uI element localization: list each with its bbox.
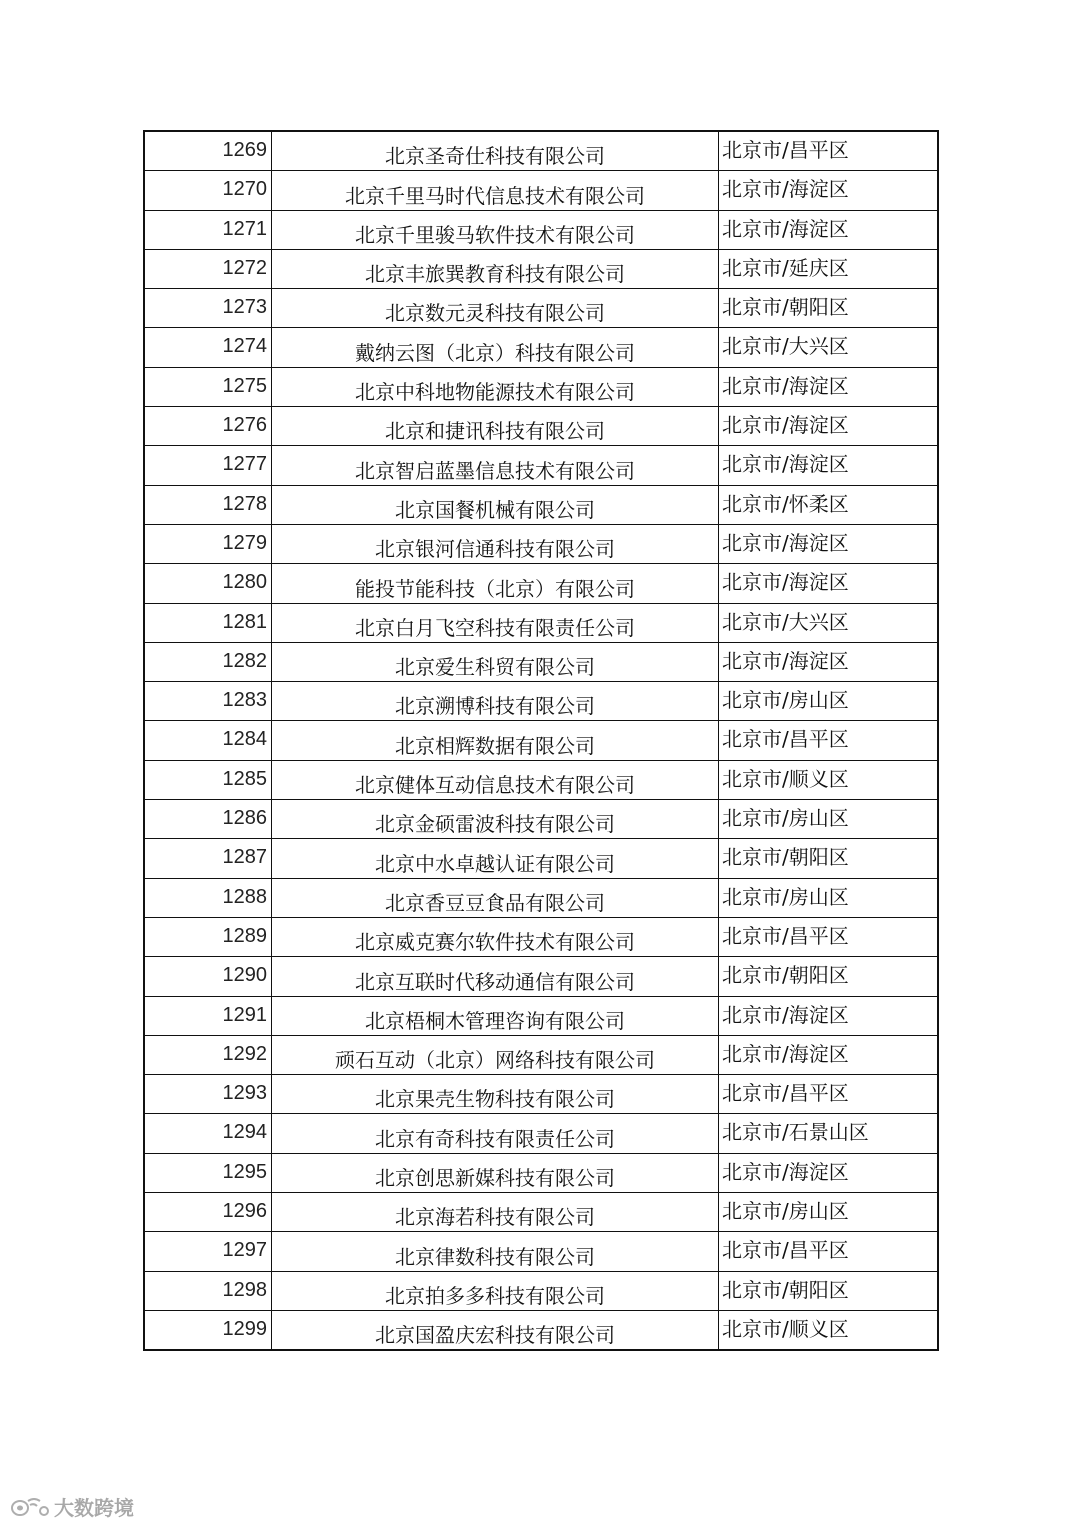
table-row [144, 996, 938, 1035]
company-name: 北京威克赛尔软件技术有限公司 [272, 917, 719, 956]
company-name: 北京海若科技有限公司 [272, 1193, 719, 1232]
company-location: 北京市/昌平区 [719, 1075, 939, 1114]
company-name: 北京千里骏马软件技术有限公司 [272, 210, 719, 249]
row-number: 1279 [144, 524, 272, 563]
row-number: 1292 [144, 1035, 272, 1074]
company-location: 北京市/海淀区 [719, 210, 939, 249]
table-row [144, 1075, 938, 1114]
row-number: 1286 [144, 800, 272, 839]
row-number: 1275 [144, 367, 272, 406]
table-row [144, 1114, 938, 1153]
table-row [144, 367, 938, 406]
row-number: 1290 [144, 957, 272, 996]
table-row [144, 1193, 938, 1232]
row-number: 1282 [144, 642, 272, 681]
table-row [144, 603, 938, 642]
row-number: 1284 [144, 721, 272, 760]
company-name: 北京溯博科技有限公司 [272, 682, 719, 721]
table-row [144, 760, 938, 799]
company-location: 北京市/海淀区 [719, 996, 939, 1035]
company-location: 北京市/房山区 [719, 878, 939, 917]
company-location: 北京市/海淀区 [719, 407, 939, 446]
company-location: 北京市/海淀区 [719, 1035, 939, 1074]
row-number: 1299 [144, 1310, 272, 1350]
table-row [144, 642, 938, 681]
company-location: 北京市/大兴区 [719, 603, 939, 642]
company-location: 北京市/昌平区 [719, 917, 939, 956]
company-location: 北京市/石景山区 [719, 1114, 939, 1153]
row-number: 1269 [144, 131, 272, 171]
table-row [144, 249, 938, 288]
company-name: 北京金硕雷波科技有限公司 [272, 800, 719, 839]
company-name: 北京梧桐木管理咨询有限公司 [272, 996, 719, 1035]
company-name: 北京爱生科贸有限公司 [272, 642, 719, 681]
company-name: 北京银河信通科技有限公司 [272, 524, 719, 563]
table-row [144, 917, 938, 956]
company-location: 北京市/海淀区 [719, 446, 939, 485]
table-row [144, 524, 938, 563]
table-row [144, 1271, 938, 1310]
company-name: 北京拍多多科技有限公司 [272, 1271, 719, 1310]
company-name: 北京圣奇仕科技有限公司 [272, 131, 719, 171]
watermark [10, 1492, 134, 1521]
table-body [144, 131, 938, 1350]
row-number: 1295 [144, 1153, 272, 1192]
table-row [144, 1035, 938, 1074]
company-name: 北京智启蓝墨信息技术有限公司 [272, 446, 719, 485]
company-name: 北京律数科技有限公司 [272, 1232, 719, 1271]
company-location: 北京市/顺义区 [719, 1310, 939, 1350]
company-location: 北京市/朝阳区 [719, 289, 939, 328]
company-location: 北京市/房山区 [719, 800, 939, 839]
company-location: 北京市/海淀区 [719, 1153, 939, 1192]
row-number: 1278 [144, 485, 272, 524]
company-location: 北京市/房山区 [719, 1193, 939, 1232]
table-row [144, 564, 938, 603]
table-row [144, 1153, 938, 1192]
table-row [144, 839, 938, 878]
company-location: 北京市/怀柔区 [719, 485, 939, 524]
table-row [144, 328, 938, 367]
company-location: 北京市/延庆区 [719, 249, 939, 288]
company-name: 北京相辉数据有限公司 [272, 721, 719, 760]
row-number: 1291 [144, 996, 272, 1035]
row-number: 1294 [144, 1114, 272, 1153]
row-number: 1277 [144, 446, 272, 485]
company-location: 北京市/海淀区 [719, 171, 939, 210]
company-location: 北京市/海淀区 [719, 367, 939, 406]
table-row [144, 878, 938, 917]
company-name: 北京丰旅巽教育科技有限公司 [272, 249, 719, 288]
row-number: 1274 [144, 328, 272, 367]
table-row [144, 289, 938, 328]
company-name: 能投节能科技（北京）有限公司 [272, 564, 719, 603]
table-row [144, 1310, 938, 1350]
row-number: 1276 [144, 407, 272, 446]
table-row [144, 800, 938, 839]
company-location: 北京市/顺义区 [719, 760, 939, 799]
watermark-logo-icon [10, 1495, 50, 1519]
company-name: 北京国餐机械有限公司 [272, 485, 719, 524]
company-location: 北京市/海淀区 [719, 564, 939, 603]
row-number: 1283 [144, 682, 272, 721]
company-name: 北京创思新媒科技有限公司 [272, 1153, 719, 1192]
table-row [144, 407, 938, 446]
row-number: 1289 [144, 917, 272, 956]
table-row [144, 957, 938, 996]
company-name: 北京健体互动信息技术有限公司 [272, 760, 719, 799]
table-row [144, 171, 938, 210]
table-row [144, 1232, 938, 1271]
row-number: 1293 [144, 1075, 272, 1114]
company-location: 北京市/海淀区 [719, 642, 939, 681]
row-number: 1285 [144, 760, 272, 799]
company-location: 北京市/房山区 [719, 682, 939, 721]
company-name: 北京千里马时代信息技术有限公司 [272, 171, 719, 210]
company-name: 北京中水卓越认证有限公司 [272, 839, 719, 878]
company-name: 北京和捷讯科技有限公司 [272, 407, 719, 446]
table-row [144, 210, 938, 249]
company-location: 北京市/大兴区 [719, 328, 939, 367]
company-name: 北京香豆豆食品有限公司 [272, 878, 719, 917]
row-number: 1288 [144, 878, 272, 917]
table-row [144, 485, 938, 524]
row-number: 1298 [144, 1271, 272, 1310]
company-name: 北京有奇科技有限责任公司 [272, 1114, 719, 1153]
company-name: 北京白月飞空科技有限责任公司 [272, 603, 719, 642]
company-location: 北京市/朝阳区 [719, 957, 939, 996]
table-row [144, 682, 938, 721]
company-name: 顽石互动（北京）网络科技有限公司 [272, 1035, 719, 1074]
company-location: 北京市/昌平区 [719, 131, 939, 171]
company-name: 北京国盈庆宏科技有限公司 [272, 1310, 719, 1350]
row-number: 1296 [144, 1193, 272, 1232]
company-location: 北京市/朝阳区 [719, 1271, 939, 1310]
table-row [144, 721, 938, 760]
company-name: 北京中科地物能源技术有限公司 [272, 367, 719, 406]
row-number: 1272 [144, 249, 272, 288]
company-name: 北京互联时代移动通信有限公司 [272, 957, 719, 996]
company-table [143, 130, 939, 1351]
row-number: 1297 [144, 1232, 272, 1271]
row-number: 1281 [144, 603, 272, 642]
watermark-text: 大数跨境 [54, 1496, 134, 1520]
table-row [144, 446, 938, 485]
row-number: 1273 [144, 289, 272, 328]
row-number: 1271 [144, 210, 272, 249]
company-location: 北京市/海淀区 [719, 524, 939, 563]
company-name: 北京果壳生物科技有限公司 [272, 1075, 719, 1114]
company-name: 戴纳云图（北京）科技有限公司 [272, 328, 719, 367]
company-location: 北京市/昌平区 [719, 1232, 939, 1271]
row-number: 1280 [144, 564, 272, 603]
row-number: 1270 [144, 171, 272, 210]
company-location: 北京市/昌平区 [719, 721, 939, 760]
row-number: 1287 [144, 839, 272, 878]
company-location: 北京市/朝阳区 [719, 839, 939, 878]
table-row [144, 131, 938, 171]
company-name: 北京数元灵科技有限公司 [272, 289, 719, 328]
